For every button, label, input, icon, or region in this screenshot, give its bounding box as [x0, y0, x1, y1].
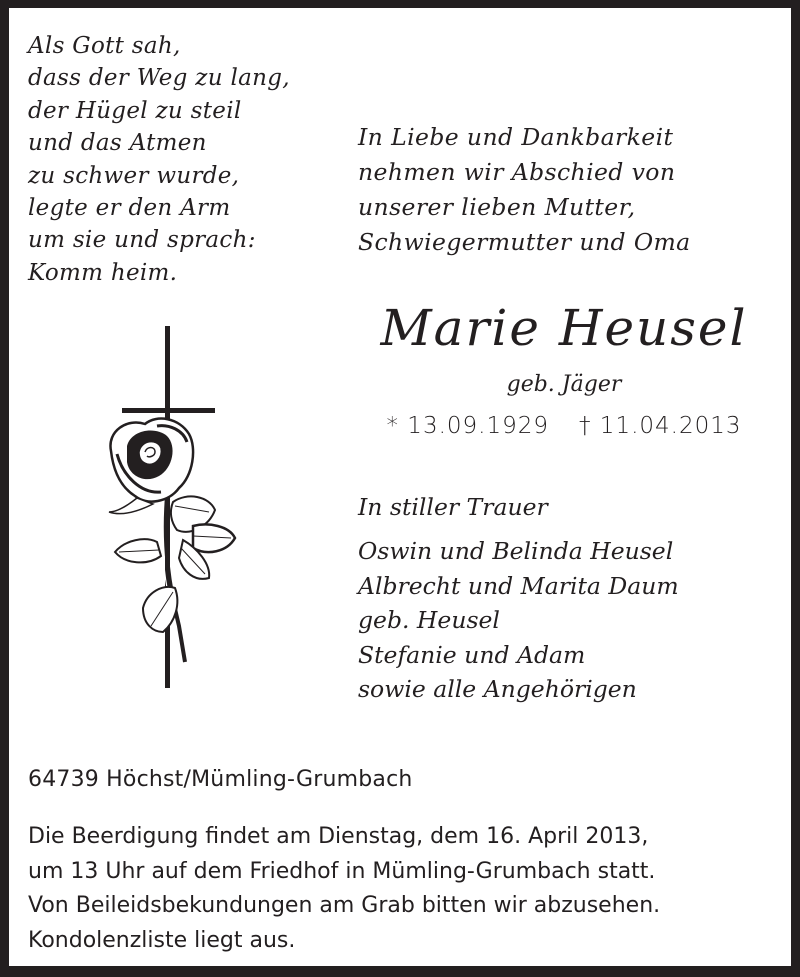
poem: [28, 30, 290, 289]
poem-line: Komm heim.: [28, 259, 178, 286]
poem-line: um sie und sprach:: [28, 227, 256, 254]
intro-line: In Liebe und Dankbarkeit: [358, 123, 674, 151]
poem-line: Als Gott sah,: [28, 33, 181, 59]
funeral-details: [28, 820, 660, 958]
location: 64739 Höchst/Mümling-Grumbach: [28, 767, 413, 792]
poem-line: legte er den Arm: [28, 195, 231, 222]
mourner-line: Albrecht und Marita Daum: [358, 571, 679, 600]
life-dates: [354, 410, 774, 442]
poem-line: und das Atmen: [28, 130, 207, 157]
intro-line: unserer lieben Mutter,: [358, 193, 636, 221]
mourners-list: [358, 534, 679, 707]
intro-text: [358, 120, 691, 260]
intro-line: Schwiegermutter und Oma: [358, 228, 691, 256]
poem-line: dass der Weg zu lang,: [28, 65, 290, 92]
funeral-line: Von Beileidsbekundungen am Grab bitten wir abzusehen.: [28, 893, 661, 918]
funeral-line: um 13 Uhr auf dem Friedhof in Mümling-Grumbach statt.: [28, 858, 656, 884]
deceased-name: Marie Heusel: [380, 299, 748, 357]
cross-with-rose-icon: [97, 326, 257, 696]
maiden-name: geb. Jäger: [506, 372, 622, 397]
funeral-line: Die Beerdigung findet am Dienstag, dem 16. April 2013,: [28, 824, 649, 849]
death-date: † 11.04.2013: [579, 413, 742, 439]
birth-date: * 13.09.1929: [386, 413, 549, 439]
mourner-line: Oswin und Belinda Heusel: [358, 537, 674, 565]
mourner-line: Stefanie und Adam: [358, 640, 586, 669]
obituary-notice: [9, 8, 791, 966]
poem-line: der Hügel zu steil: [28, 97, 242, 124]
mourner-line: geb. Heusel: [358, 606, 500, 634]
mourner-line: sowie alle Angehörigen: [358, 675, 637, 703]
intro-line: nehmen wir Abschied von: [358, 158, 676, 186]
mourning-title: In stiller Trauer: [358, 493, 548, 521]
poem-line: zu schwer wurde,: [28, 162, 240, 189]
funeral-line: Kondolenzliste liegt aus.: [28, 927, 296, 953]
